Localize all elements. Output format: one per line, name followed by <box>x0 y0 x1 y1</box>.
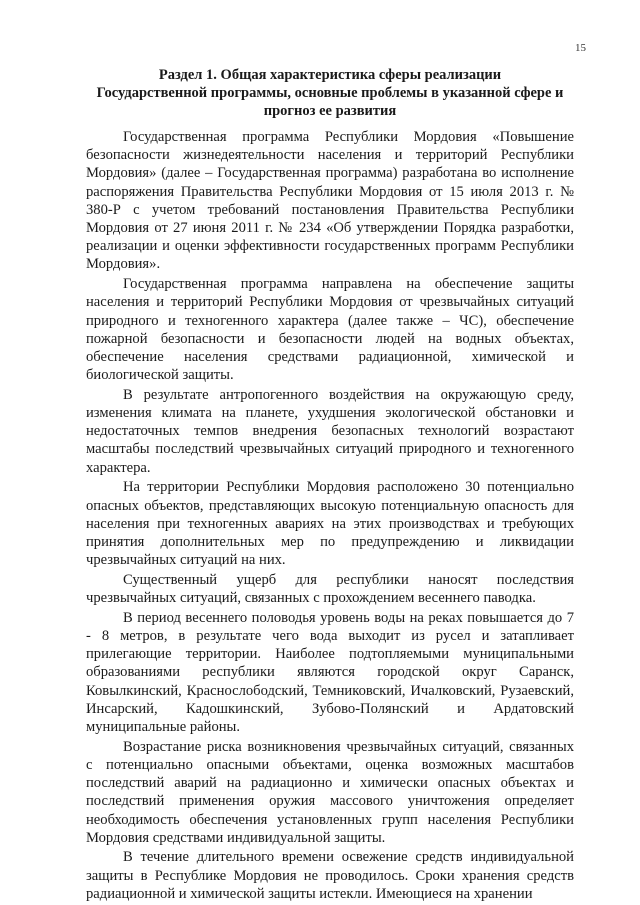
heading-line-2: Государственной программы, основные проблемы в указанной сфере и <box>96 85 564 101</box>
paragraph-hazardous-objects: На территории Республики Мордовия расположено 30 потенциально опасных объектов, представляющих высокую потенциальную опасность для населения при техногенных авариях на этих производствах и требующих принятия дополнительных мер по предупреждению и ликвидации чрезвычайных ситуаций на них. <box>86 479 574 569</box>
document-body <box>86 128 574 905</box>
heading-line-1: Раздел 1. Общая характеристика сферы реализации <box>158 67 502 83</box>
paragraph-program-basis: Государственная программа Республики Мордовия «Повышение безопасности жизнедеятельности населения и территорий Республики Мордовия» (далее – Государственная программа) разработана во исполнение распоряжения Правительства Республики Мордовия от 15 июля 2013 г. № 380-Р с учетом требований постановления Правительства Республики Мордовия от 27 июня 2011 г. № 234 «Об утверждении Порядка разработки, реализации и оценки эффективности государственных программ Республики Мордовия». <box>86 129 574 273</box>
paragraph-risk-growth: Возрастание риска возникновения чрезвычайных ситуаций, связанных с потенциально опасными объектами, оценка возможных масштабов последствий аварий на радиационно и химически опасных объектах и последствий применения оружия массового уничтожения определяет необходимость обеспечения установленных групп населения Республики Мордовия средствами индивидуальной защиты. <box>86 738 574 846</box>
section-heading <box>86 66 574 120</box>
paragraph-anthropogenic-impact: В результате антропогенного воздействия на окружающую среду, изменения климата на планете, ухудшения экологической обстановки и недостаточных темпов внедрения безопасных технологий возрастают масштабы последствий чрезвычайных ситуаций природного и техногенного характера. <box>86 386 574 476</box>
page-number: 15 <box>575 42 586 54</box>
paragraph-flood-damage: Существенный ущерб для республики наносят последствия чрезвычайных ситуаций, связанных с прохождением весеннего паводка. <box>86 571 574 607</box>
heading-line-3: прогноз ее развития <box>263 103 397 119</box>
paragraph-spring-flood: В период весеннего половодья уровень воды на реках повышается до 7 - 8 метров, в результате чего вода выходит из русел и затапливает прилегающие территории. Наиболее подтопляемыми муниципальными образованиями республики являются городской округ Саранск, Ковылкинский, Краснослободский, Темниковский, Ичалковский, Рузаевский, Инсарский, Кадошкинский, Зубово-Полянский и Ардатовский муниципальные районы. <box>86 609 574 735</box>
paragraph-protective-equipment: В течение длительного времени освежение средств индивидуальной защиты в Республике Мордовия не проводилось. Сроки хранения средств радиационной и химической защиты истекли. Имеющиеся на хранении <box>86 849 574 902</box>
paragraph-program-goal: Государственная программа направлена на обеспечение защиты населения и территорий Республики Мордовия от чрезвычайных ситуаций природного и техногенного характера (далее также – ЧС), обеспечение пожарной безопасности и безопасности людей на водных объектах, обеспечение населения средствами радиационной, химической и биологической защиты. <box>86 276 574 384</box>
